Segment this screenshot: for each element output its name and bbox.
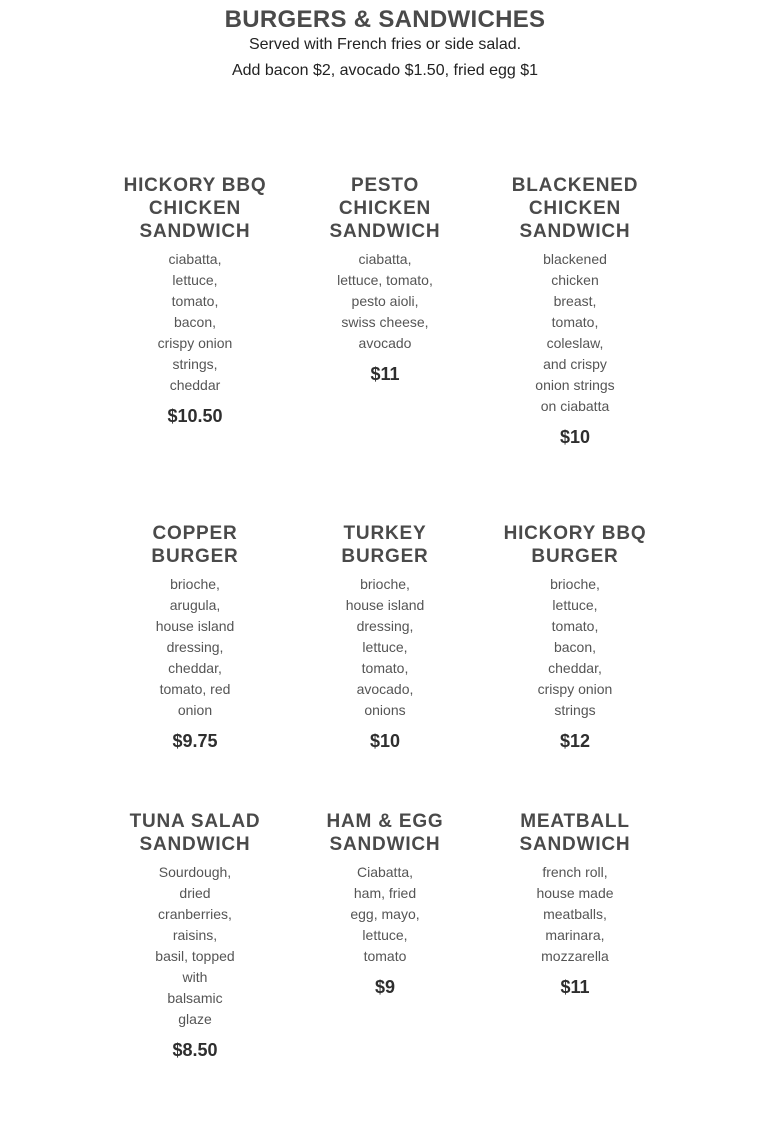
item-name: TUNA SALAD SANDWICH	[129, 811, 261, 855]
menu-item	[290, 522, 480, 752]
menu-row	[100, 522, 670, 752]
item-name: HICKORY BBQ BURGER	[503, 523, 647, 567]
item-description: ciabatta, lettuce, tomato, pesto aioli, swiss cheese, avocado	[337, 251, 433, 351]
item-price: $10	[559, 427, 591, 447]
item-name: BLACKENED CHICKEN SANDWICH	[511, 175, 639, 242]
menu-item	[480, 174, 670, 448]
item-price: $10	[369, 731, 401, 751]
item-name: COPPER BURGER	[151, 523, 239, 567]
item-price: $12	[559, 731, 591, 751]
item-name: HICKORY BBQ CHICKEN SANDWICH	[123, 175, 267, 242]
menu-item	[100, 810, 290, 1061]
item-description: Sourdough, dried cranberries, raisins, basil, topped with balsamic glaze	[155, 864, 235, 1027]
item-price: $11	[560, 977, 590, 997]
menu-items-grid	[100, 174, 670, 1061]
section-title: BURGERS & SANDWICHES	[224, 6, 546, 33]
item-description: Ciabatta, ham, fried egg, mayo, lettuce, tomato	[350, 864, 420, 964]
item-description: brioche, arugula, house island dressing, cheddar, tomato, red onion	[155, 576, 235, 718]
menu-item	[100, 174, 290, 448]
menu-row	[100, 810, 670, 1061]
section-note-addons: Add bacon $2, avocado $1.50, fried egg $1	[231, 62, 538, 79]
menu-item	[100, 522, 290, 752]
menu-item	[480, 522, 670, 752]
section-note-sides: Served with French fries or side salad.	[248, 36, 522, 53]
item-name: TURKEY BURGER	[341, 523, 429, 567]
item-price: $8.50	[172, 1040, 218, 1060]
item-description: brioche, lettuce, tomato, bacon, cheddar, crispy onion strings	[537, 576, 613, 718]
item-name: MEATBALL SANDWICH	[519, 811, 631, 855]
item-description: ciabatta, lettuce, tomato, bacon, crispy onion strings, cheddar	[157, 251, 233, 393]
item-price: $10.50	[167, 406, 223, 426]
item-name: HAM & EGG SANDWICH	[326, 811, 444, 855]
item-description: blackened chicken breast, tomato, coleslaw, and crispy onion strings on ciabatta	[535, 251, 615, 414]
item-price: $9.75	[172, 731, 218, 751]
item-price: $9	[374, 977, 396, 997]
menu-row	[100, 174, 670, 448]
menu-item	[290, 174, 480, 448]
menu-section-header	[0, 6, 770, 84]
item-name: PESTO CHICKEN SANDWICH	[329, 175, 441, 242]
item-description: brioche, house island dressing, lettuce, tomato, avocado, onions	[345, 576, 425, 718]
item-description: french roll, house made meatballs, marinara, mozzarella	[536, 864, 614, 964]
item-price: $11	[370, 364, 400, 384]
menu-item	[290, 810, 480, 1061]
menu-item	[480, 810, 670, 1061]
